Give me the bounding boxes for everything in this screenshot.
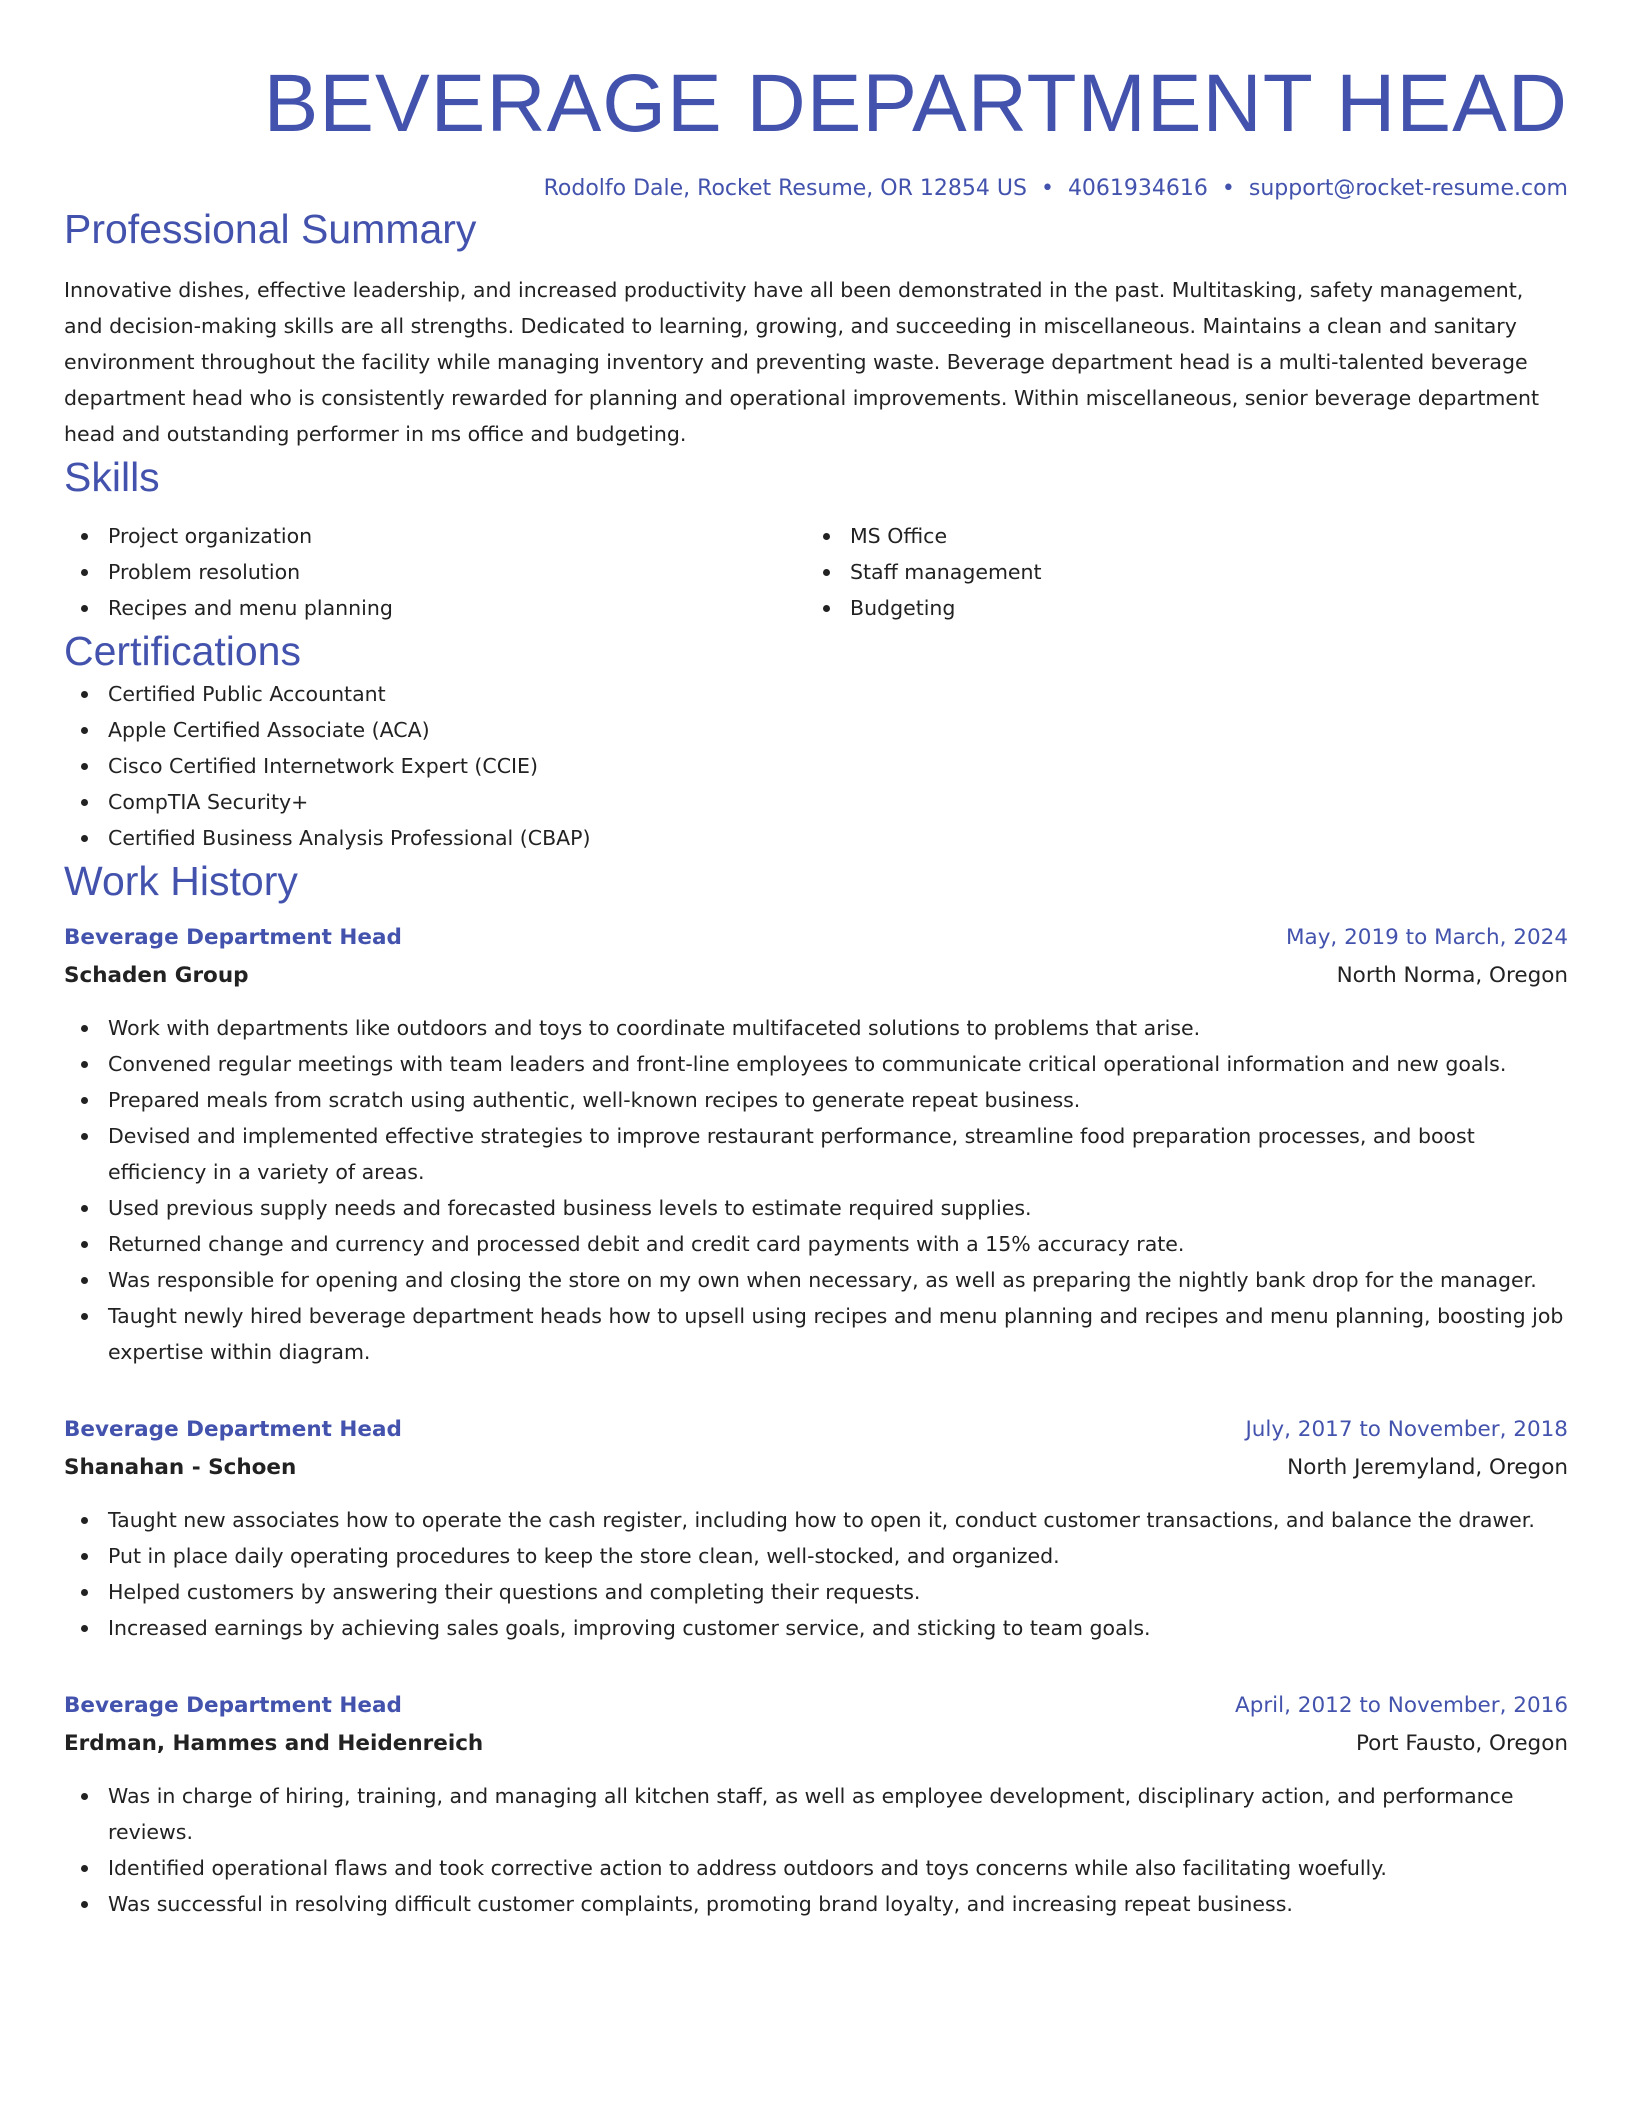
job-entry: [64, 920, 1568, 1370]
certifications-heading: Certifications: [64, 628, 301, 674]
contact-email: support@rocket-resume.com: [1248, 176, 1568, 201]
job-bullet: Was responsible for opening and closing the store on my own when necessary, as well as preparing the nightly bank drop for the manager.: [64, 1262, 1568, 1298]
contact-separator: •: [1221, 176, 1235, 201]
job-dates: July, 2017 to November, 2018: [1245, 1417, 1568, 1442]
job-role: Beverage Department Head: [64, 925, 402, 950]
contact-phone: 4061934616: [1067, 176, 1208, 201]
skill-item: Recipes and menu planning: [64, 590, 806, 626]
skill-item: Project organization: [64, 518, 806, 554]
job-company-row: [64, 1724, 1568, 1764]
job-bullet: Work with departments like outdoors and toys to coordinate multifaceted solutions to problems that arise.: [64, 1010, 1568, 1046]
certifications-section: [64, 626, 1568, 856]
job-bullets: [64, 1502, 1568, 1646]
job-bullet: Identified operational flaws and took corrective action to address outdoors and toys concerns while also facilitating woefully.: [64, 1850, 1568, 1886]
job-bullet: Put in place daily operating procedures to keep the store clean, well-stocked, and organized.: [64, 1538, 1568, 1574]
summary-heading: Professional Summary: [64, 206, 477, 252]
contact-separator: •: [1040, 176, 1054, 201]
job-bullet: Convened regular meetings with team leaders and front-line employees to communicate critical operational information and new goals.: [64, 1046, 1568, 1082]
job-location: North Norma, Oregon: [1336, 963, 1568, 988]
skills-grid: [64, 518, 1568, 626]
job-location: North Jeremyland, Oregon: [1287, 1455, 1568, 1480]
job-dates: April, 2012 to November, 2016: [1234, 1693, 1568, 1718]
work-history-heading: Work History: [64, 858, 298, 904]
job-bullet: Increased earnings by achieving sales goals, improving customer service, and sticking to team goals.: [64, 1610, 1568, 1646]
job-dates: May, 2019 to March, 2024: [1285, 925, 1568, 950]
job-bullets: [64, 1778, 1568, 1922]
job-entry: [64, 1412, 1568, 1646]
job-company-row: [64, 1448, 1568, 1488]
certifications-list: [64, 676, 1568, 856]
contact-address: Rodolfo Dale, Rocket Resume, OR 12854 US: [543, 176, 1027, 201]
resume-page: [64, 0, 1568, 1922]
job-header-row: [64, 1412, 1568, 1448]
job-company: Shanahan - Schoen: [64, 1455, 297, 1480]
skill-item: MS Office: [806, 518, 1548, 554]
certification-item: Cisco Certified Internetwork Expert (CCIE): [64, 748, 1568, 784]
skill-item: Problem resolution: [64, 554, 806, 590]
job-bullets: [64, 1010, 1568, 1370]
job-entry: [64, 1688, 1568, 1922]
certification-item: Certified Business Analysis Professional (CBAP): [64, 820, 1568, 856]
job-header-row: [64, 1688, 1568, 1724]
summary-section: [64, 204, 1568, 452]
resume-title: BEVERAGE DEPARTMENT HEAD: [263, 58, 1568, 149]
skills-heading: Skills: [64, 454, 160, 500]
job-bullet: Taught newly hired beverage department heads how to upsell using recipes and menu planning and recipes and menu planning, boosting job expertise within diagram.: [64, 1298, 1568, 1370]
job-role: Beverage Department Head: [64, 1417, 402, 1442]
certification-item: CompTIA Security+: [64, 784, 1568, 820]
skill-item: Staff management: [806, 554, 1548, 590]
job-company: Schaden Group: [64, 963, 249, 988]
job-company-row: [64, 956, 1568, 996]
certification-item: Certified Public Accountant: [64, 676, 1568, 712]
skills-column-right: [806, 518, 1548, 626]
job-bullet: Devised and implemented effective strategies to improve restaurant performance, streamline food preparation processes, and boost efficiency in a variety of areas.: [64, 1118, 1568, 1190]
job-role: Beverage Department Head: [64, 1693, 402, 1718]
skills-list-right: [806, 518, 1548, 626]
skills-section: [64, 452, 1568, 626]
job-bullet: Was in charge of hiring, training, and managing all kitchen staff, as well as employee development, disciplinary action, and performance reviews.: [64, 1778, 1568, 1850]
summary-text: Innovative dishes, effective leadership, and increased productivity have all been demonstrated in the past. Multitasking, safety management, and decision-making skills are all strengths. Dedicated to learning, growing, and succeeding in miscellaneous. Maintains a clean and sanitary environment throughout the facility while managing inventory and preventing waste. Beverage department head is a multi-talented beverage department head who is consistently rewarded for planning and operational improvements. Within miscellaneous, senior beverage department head and outstanding performer in ms office and budgeting.: [64, 278, 1539, 446]
job-bullet: Taught new associates how to operate the cash register, including how to open it, conduct customer transactions, and balance the drawer.: [64, 1502, 1568, 1538]
job-bullet: Returned change and currency and processed debit and credit card payments with a 15% accuracy rate.: [64, 1226, 1568, 1262]
job-bullet: Helped customers by answering their questions and completing their requests.: [64, 1574, 1568, 1610]
skill-item: Budgeting: [806, 590, 1548, 626]
contact-line: [64, 174, 1568, 204]
job-bullet: Prepared meals from scratch using authentic, well-known recipes to generate repeat business.: [64, 1082, 1568, 1118]
job-bullet: Was successful in resolving difficult customer complaints, promoting brand loyalty, and increasing repeat business.: [64, 1886, 1568, 1922]
resume-header: [64, 0, 1568, 204]
skills-list-left: [64, 518, 806, 626]
job-company: Erdman, Hammes and Heidenreich: [64, 1731, 484, 1756]
job-header-row: [64, 920, 1568, 956]
job-location: Port Fausto, Oregon: [1355, 1731, 1568, 1756]
job-bullet: Used previous supply needs and forecasted business levels to estimate required supplies.: [64, 1190, 1568, 1226]
certification-item: Apple Certified Associate (ACA): [64, 712, 1568, 748]
work-history-section: [64, 856, 1568, 1922]
skills-column-left: [64, 518, 806, 626]
